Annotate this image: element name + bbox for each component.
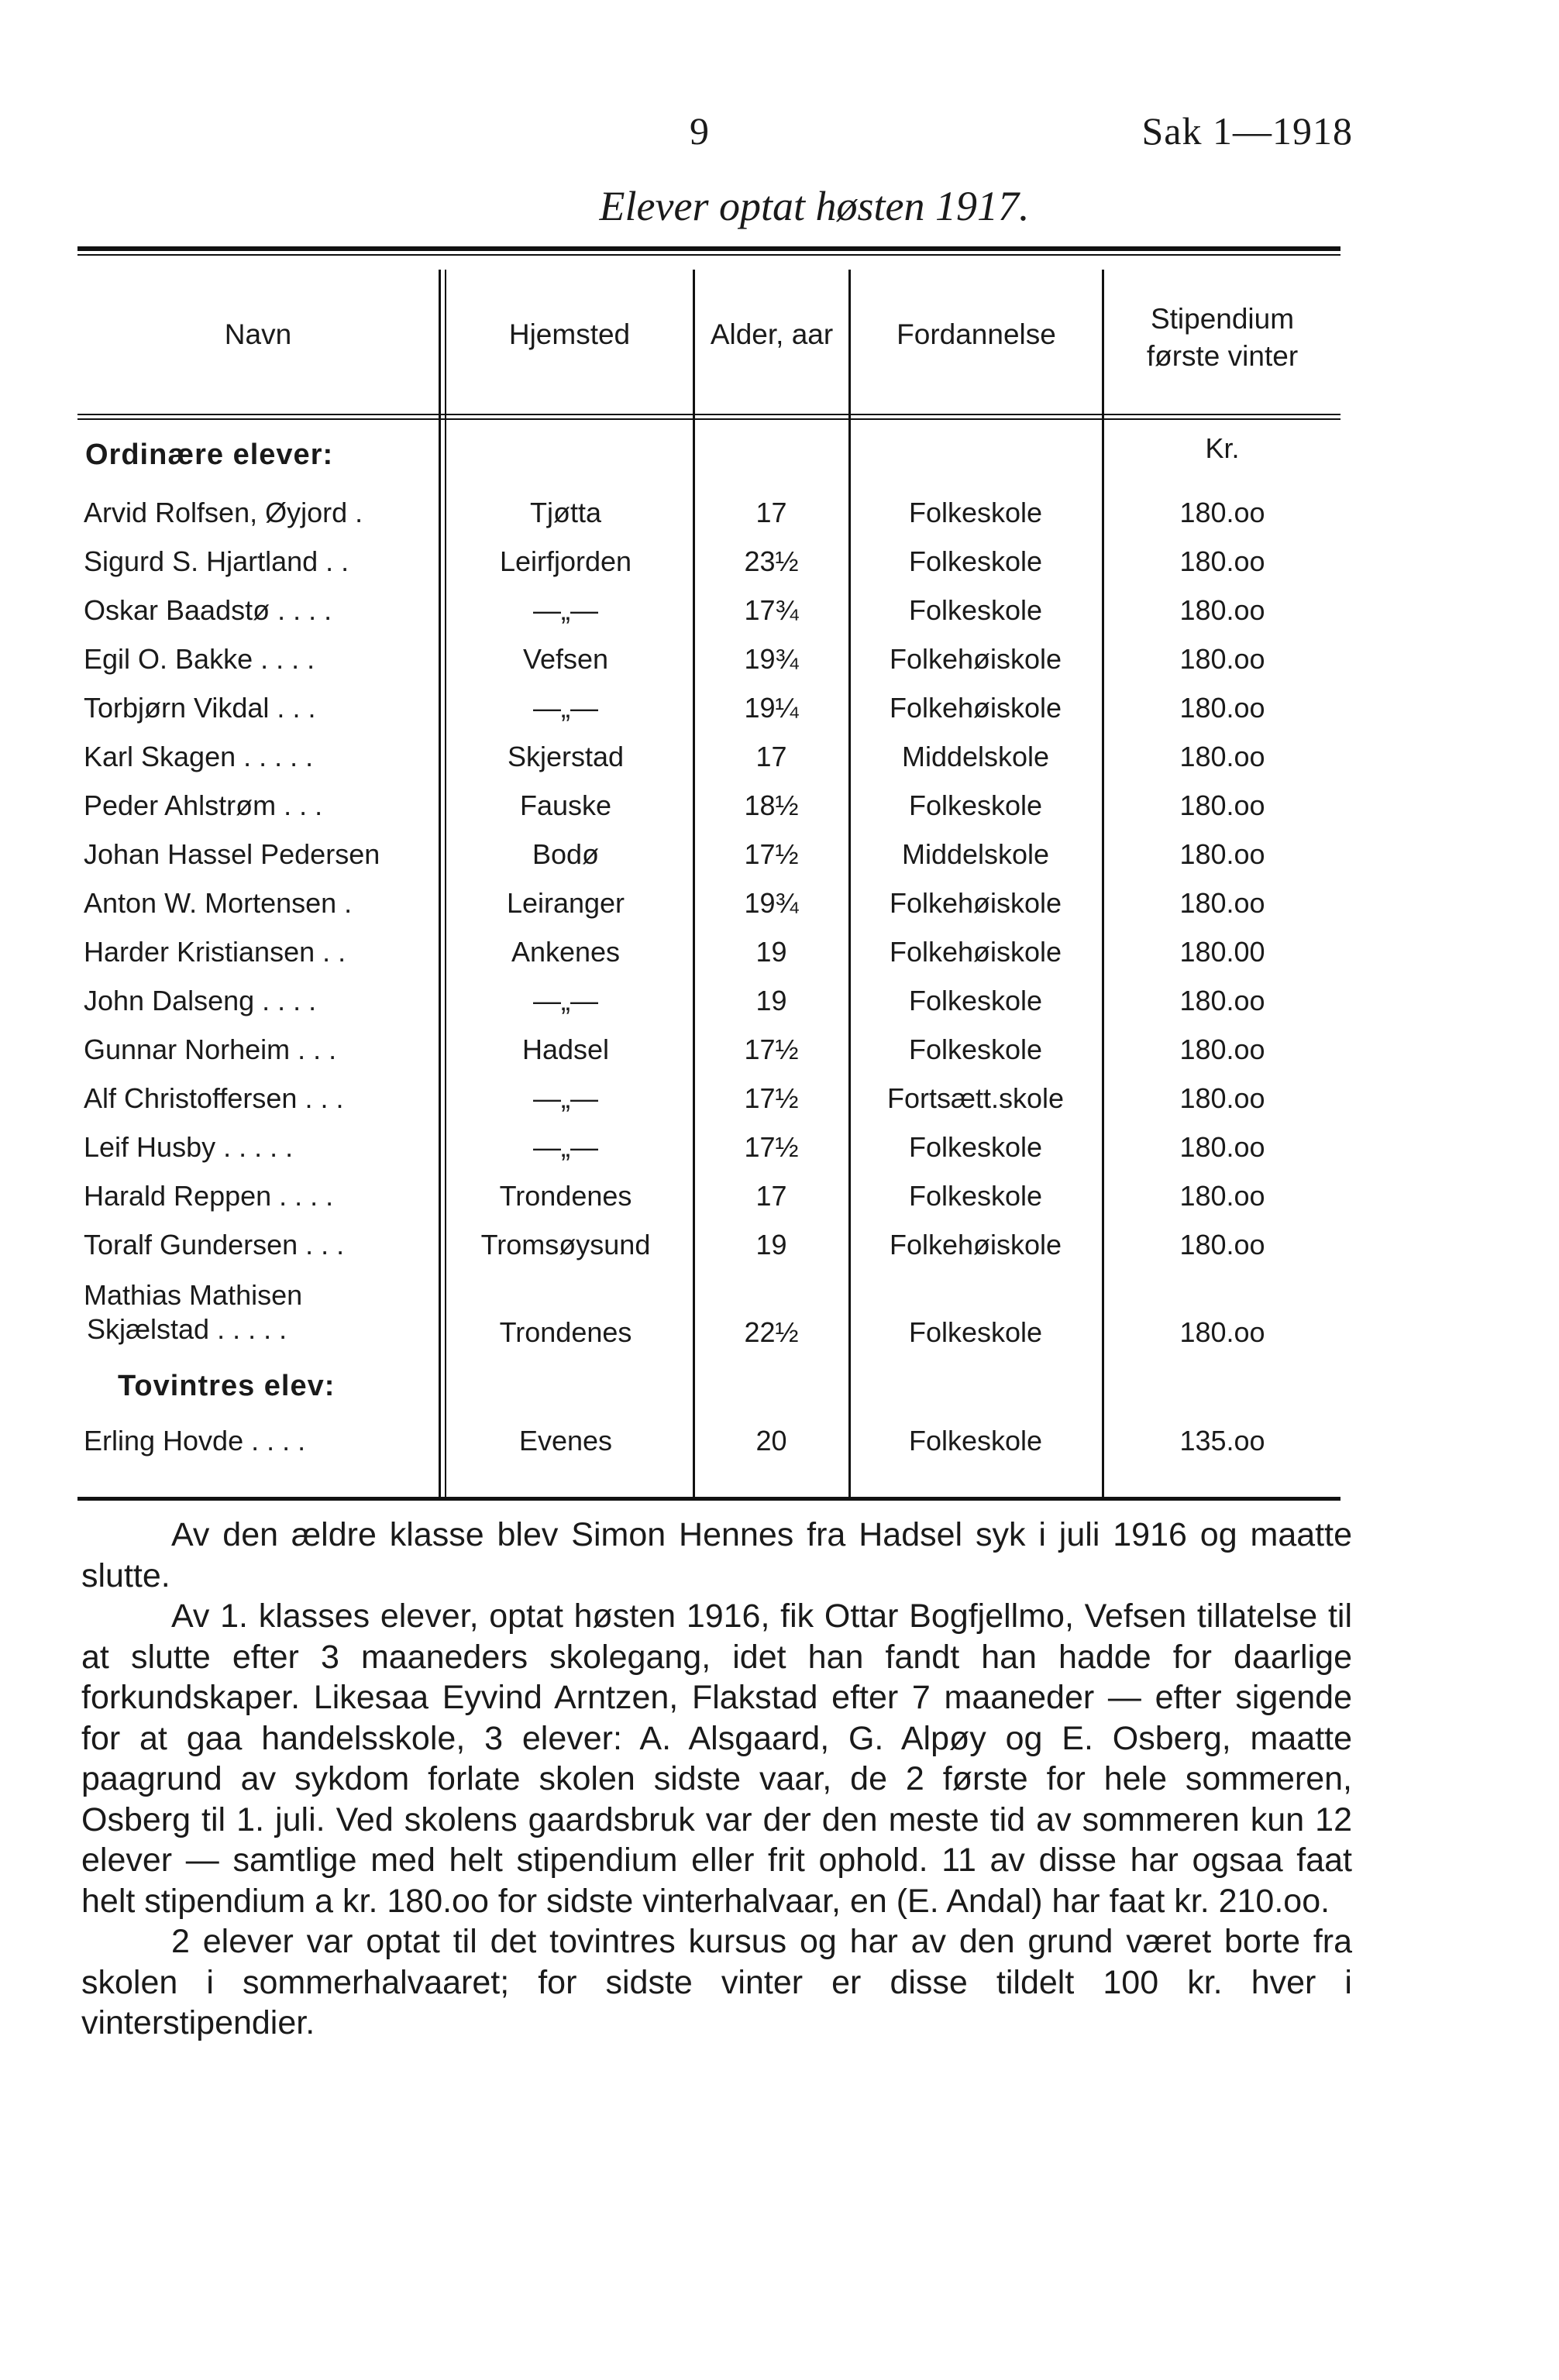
age: 19 [755, 936, 787, 968]
student-name: Torbjørn Vikdal . . . [84, 692, 316, 724]
stipend: 180.oo [1179, 741, 1265, 772]
table-row [77, 1025, 1340, 1074]
student-name: Arvid Rolfsen, Øyjord . [84, 497, 363, 528]
student-name: Toralf Gundersen . . . [84, 1229, 345, 1261]
age: 17 [755, 497, 787, 528]
home-place: Leiranger [506, 887, 625, 919]
education: Folkehøiskole [889, 692, 1062, 724]
home-place: Evenes [518, 1425, 613, 1457]
table-row [77, 635, 1340, 683]
column-header-place: Hjemsted [508, 318, 631, 350]
stipend: 180.oo [1179, 1180, 1265, 1212]
home-place: Hadsel [521, 1034, 610, 1065]
home-place: Vefsen [522, 643, 609, 675]
stipend: 180.oo [1179, 789, 1265, 821]
table-row [77, 683, 1340, 732]
stipend: 180.oo [1179, 497, 1265, 528]
stipend: 180.oo [1179, 692, 1265, 724]
education: Folkeskole [908, 985, 1043, 1016]
table-row [77, 976, 1340, 1025]
group-label-ordinary: Ordinære elever: [85, 439, 334, 471]
body-text [81, 1515, 1352, 2044]
home-place: Trondenes [499, 1180, 632, 1212]
age: 17 [755, 741, 787, 772]
table-row [77, 732, 1340, 781]
age: 17¾ [744, 594, 799, 626]
column-header-stipend-line2: første vinter [1146, 340, 1299, 372]
student-name: Karl Skagen . . . . . [84, 741, 314, 772]
stipend: 180.oo [1179, 838, 1265, 870]
student-name: Johan Hassel Pedersen [84, 838, 380, 870]
column-header-name: Navn [224, 318, 292, 350]
stipend: 180.oo [1179, 887, 1265, 919]
table-row [77, 1123, 1340, 1171]
table-row [77, 1171, 1340, 1220]
home-place: Bodø [532, 838, 600, 870]
education: Folkeskole [908, 1034, 1043, 1065]
header-rule-thin [77, 418, 1340, 420]
age: 19¾ [744, 643, 799, 675]
table-row [77, 830, 1340, 879]
home-place: —„— [533, 692, 598, 724]
home-place: Leirfjorden [499, 545, 632, 577]
student-name: Harald Reppen . . . . [84, 1180, 334, 1212]
education: Folkehøiskole [889, 1229, 1062, 1261]
table-row [77, 781, 1340, 830]
table-row [77, 1416, 1340, 1465]
paragraph: Av den ældre klasse blev Simon Hennes fra Hadsel syk i juli 1916 og maatte slutte. [81, 1516, 1352, 1594]
column-header-stipend-line1: Stipendium [1150, 303, 1295, 335]
home-place: —„— [533, 985, 598, 1016]
home-place: —„— [533, 594, 598, 626]
education: Folkeskole [908, 1316, 1043, 1348]
home-place: —„— [533, 1131, 598, 1163]
student-name: Gunnar Norheim . . . [84, 1034, 337, 1065]
column-header-age: Alder, aar [710, 318, 834, 350]
student-name: Leif Husby . . . . . [84, 1131, 294, 1163]
education: Fortsætt.skole [886, 1082, 1065, 1114]
table-row [77, 879, 1340, 927]
student-name: Harder Kristiansen . . [84, 936, 346, 968]
table-top-rule [77, 246, 1340, 251]
table-row [77, 537, 1340, 586]
paragraph: Av 1. klasses elever, optat høsten 1916, fik Ottar Bogfjellmo, Vefsen tillatelse til at slutte efter 3 maaneders skolegang, idet han fandt han hadde for daarlige forkundskaper. Likesaa Eyvind Arntzen, Flakstad efter 7 maaneder — efter sigende for at gaa handelsskole, 3 elever: A. Alsgaard, G. Alpøy og E. Osberg, maatte paagrund av sykdom forlate skolen sidste vaar, de 2 første for hele sommeren, Osberg til 1. juli. Ved skolens gaardsbruk var der den meste tid av sommeren kun 12 elever — samtlige med helt stipendium eller frit ophold. 11 av disse har ogsaa faat helt stipendium a kr. 180.oo for sidste vinterhalvaar, en (E. Andal) har faat kr. 210.oo. [81, 1598, 1352, 1920]
stipend: 180.oo [1179, 643, 1265, 675]
table-row [77, 927, 1340, 976]
stipend: 180.00 [1179, 936, 1265, 968]
home-place: Tromsøysund [480, 1229, 651, 1261]
age: 17 [755, 1180, 787, 1212]
student-name [84, 1278, 440, 1346]
column-header-stipend [1104, 301, 1340, 375]
currency-label: Kr. [1205, 432, 1240, 464]
education: Folkeskole [908, 1180, 1043, 1212]
education: Folkeskole [908, 545, 1043, 577]
education: Folkeskole [908, 1131, 1043, 1163]
home-place: —„— [533, 1082, 598, 1114]
students-table [77, 246, 1340, 1501]
table-row [77, 488, 1340, 537]
home-place: Tjøtta [529, 497, 601, 528]
age: 17½ [744, 838, 799, 870]
education: Folkeskole [908, 594, 1043, 626]
student-name-line1: Mathias Mathisen [84, 1279, 303, 1311]
student-name: Oskar Baadstø . . . . [84, 594, 332, 626]
student-name: Erling Hovde . . . . [84, 1425, 306, 1457]
page-number: 9 [690, 109, 709, 153]
age: 18½ [744, 789, 799, 821]
education: Folkeskole [908, 789, 1043, 821]
header-rule [77, 414, 1340, 415]
age: 17½ [744, 1034, 799, 1065]
student-name: Alf Christoffersen . . . [84, 1082, 344, 1114]
education: Middelskole [901, 741, 1050, 772]
education: Folkehøiskole [889, 936, 1062, 968]
age: 19 [755, 1229, 787, 1261]
table-top-rule-thin [77, 254, 1340, 256]
age: 19 [755, 985, 787, 1016]
education: Folkehøiskole [889, 887, 1062, 919]
stipend: 180.oo [1179, 1131, 1265, 1163]
stipend: 180.oo [1179, 594, 1265, 626]
column-header-education: Fordannelse [897, 318, 1056, 350]
age: 17½ [744, 1131, 799, 1163]
education: Middelskole [901, 838, 1050, 870]
student-name: Peder Ahlstrøm . . . [84, 789, 323, 821]
table-row [77, 1275, 1340, 1360]
age: 23½ [744, 545, 799, 577]
stipend: 180.oo [1179, 545, 1265, 577]
age: 17½ [744, 1082, 799, 1114]
home-place: Skjerstad [507, 741, 625, 772]
stipend: 180.oo [1179, 1082, 1265, 1114]
student-name: Sigurd S. Hjartland . . [84, 545, 349, 577]
home-place: Ankenes [511, 936, 621, 968]
stipend: 135.oo [1179, 1425, 1265, 1457]
page-title: Elever optat høsten 1917. [599, 183, 1030, 229]
education: Folkeskole [908, 497, 1043, 528]
home-place: Trondenes [499, 1316, 632, 1348]
stipend: 180.oo [1179, 1034, 1265, 1065]
education: Folkehøiskole [889, 643, 1062, 675]
age: 19¾ [744, 887, 799, 919]
student-name: Anton W. Mortensen . [84, 887, 353, 919]
table-row [77, 1074, 1340, 1123]
age: 22½ [744, 1316, 799, 1348]
paragraph: 2 elever var optat til det tovintres kursus og har av den grund været borte fra skolen i sommerhalvaaret; for sidste vinter er disse tildelt 100 kr. hver i vinterstipendier. [81, 1923, 1352, 2041]
stipend: 180.oo [1179, 1229, 1265, 1261]
age: 20 [755, 1425, 787, 1457]
student-name: John Dalseng . . . . [84, 985, 317, 1016]
home-place: Fauske [519, 789, 612, 821]
age: 19¼ [744, 692, 799, 724]
table-row [77, 1220, 1340, 1269]
student-name: Egil O. Bakke . . . . [84, 643, 315, 675]
case-reference: Sak 1—1918 [1141, 109, 1353, 153]
group-label-two-winter: Tovintres elev: [118, 1370, 336, 1402]
table-row [77, 586, 1340, 635]
table-bottom-rule [77, 1497, 1340, 1501]
student-name-line2: Skjælstad . . . . . [87, 1313, 287, 1345]
education: Folkeskole [908, 1425, 1043, 1457]
stipend: 180.oo [1179, 985, 1265, 1016]
stipend: 180.oo [1179, 1316, 1265, 1348]
